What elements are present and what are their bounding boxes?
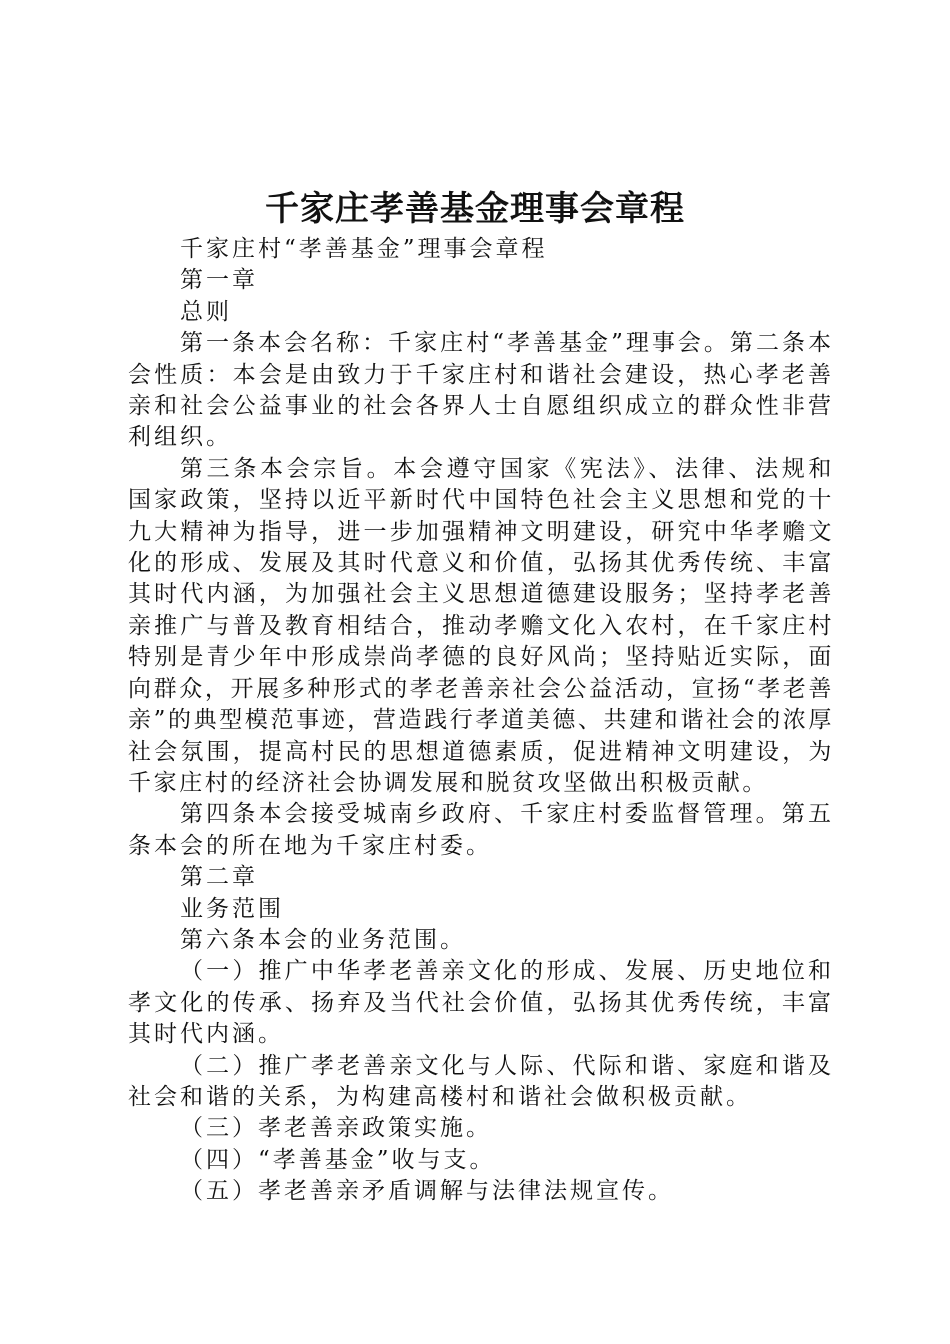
paragraph-subtitle: 千家庄村“孝善基金”理事会章程 (180, 236, 548, 262)
paragraph-item-5: （五）孝老善亲矛盾调解与法律法规宣传。 (180, 1178, 674, 1205)
paragraph-general-provisions: 总则 (180, 298, 232, 325)
paragraph-chapter-two: 第二章 (180, 864, 258, 891)
paragraph-chapter-one: 第一章 (180, 267, 258, 294)
paragraph-articles-1-2: 第一条本会名称：千家庄村“孝善基金”理事会。第二条本会性质：本会是由致力于千家庄村和谐社会建设，热心孝老善亲和社会公益事业的社会各界人士自愿组织成立的群众性非营利组织。 (128, 330, 834, 451)
paragraph-item-4: （四）“孝善基金”收与支。 (180, 1146, 496, 1173)
paragraph-item-3: （三）孝老善亲政策实施。 (180, 1115, 492, 1142)
paragraph-item-2: （二）推广孝老善亲文化与人际、代际和谐、家庭和谐及社会和谐的关系，为构建高楼村和谐社会做积极贡献。 (128, 1052, 834, 1110)
paragraph-article-6: 第六条本会的业务范围。 (180, 926, 466, 953)
document-title: 千家庄孝善基金理事会章程 (265, 189, 685, 229)
document-body (128, 234, 834, 1208)
paragraph-articles-4-5: 第四条本会接受城南乡政府、千家庄村委监督管理。第五条本会的所在地为千家庄村委。 (128, 801, 834, 859)
paragraph-item-1: （一）推广中华孝老善亲文化的形成、发展、历史地位和孝文化的传承、扬弃及当代社会价值，弘扬其优秀传统，丰富其时代内涵。 (128, 958, 834, 1048)
paragraph-article-3: 第三条本会宗旨。本会遵守国家《宪法》、法律、法规和国家政策，坚持以近平新时代中国特色社会主义思想和党的十九大精神为指导，进一步加强精神文明建设，研究中华孝赡文化的形成、发展及其时代意义和价值，弘扬其优秀传统、丰富其时代内涵，为加强社会主义思想道德建设服务；坚持孝老善亲推广与普及教育相结合，推动孝赡文化入农村，在千家庄村特别是青少年中形成崇尚孝德的良好风尚；坚持贴近实际，面向群众，开展多种形式的孝老善亲社会公益活动，宣扬“孝老善亲”的典型模范事迹，营造践行孝道美德、共建和谐社会的浓厚社会氛围，提高村民的思想道德素质，促进精神文明建设，为千家庄村的经济社会协调发展和脱贫攻坚做出积极贡献。 (128, 455, 834, 796)
paragraph-business-scope: 业务范围 (180, 895, 284, 922)
